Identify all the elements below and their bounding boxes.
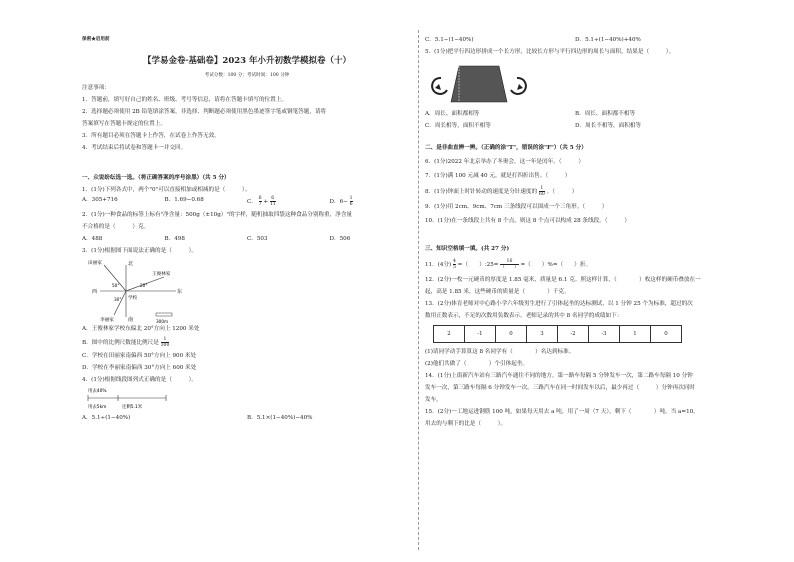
- section2-heading: 二、是非曲直辨一辨。（正确的涂"T"，错误的涂"F"）（共 5 分）: [425, 145, 587, 151]
- q3-option-a: A．王俊林家学校东偏北 20°方向上 1200 米处: [82, 326, 200, 332]
- direction-map: [86, 257, 206, 325]
- q5-option-c: C．周长相等，面积不相等: [425, 123, 491, 129]
- q2-line2: 不合格的是（ ）克。: [82, 224, 150, 230]
- right-column: [425, 30, 725, 428]
- parallelogram-shape: [451, 66, 507, 102]
- score-cell: -3: [589, 326, 620, 343]
- q5-text: 5．(1分)把平行四边形拼成一个长方形，比较长方形与平行四边形的周长与面积，结果是（ ）。: [425, 49, 675, 55]
- q3-text: 3．(1分)根据图下面说法正确的是（ ）。: [82, 248, 197, 254]
- map-angle2: 20°: [140, 283, 148, 288]
- map-scale: 300m: [156, 319, 169, 324]
- q2-option-b: B．498: [164, 236, 185, 242]
- q1-text: 1．(1分)下列各式中，两个"0"可以直接相加或相减的是（ ）。: [82, 187, 251, 193]
- left-column: [82, 30, 412, 422]
- q4-options: [82, 414, 412, 422]
- exam-info: 考试分数：100 分；考试时间：100 分钟: [204, 73, 290, 78]
- q10-text: 10．(1分)在一条线段上共有 8 个点，则这 8 个点可以构成 28 条线段。（ ）: [425, 218, 630, 224]
- map-tian: 田丽家: [88, 261, 102, 266]
- score-cell: -2: [558, 326, 589, 343]
- q4-option-a: A．5.1÷(1−40%): [82, 415, 131, 421]
- score-cell: -1: [465, 326, 496, 343]
- note-item: 3．所有题目必须在答题卡上作答，在试卷上作答无效。: [82, 133, 220, 139]
- q4-text: 4．(1分)根据线段图列式正确的是（ ）。: [82, 377, 197, 383]
- map-li: 李丽家: [100, 318, 114, 323]
- q12-line1: 12．(2分)一枚一元硬币的厚度是 1.85 毫米，质量是 6.1 克。照这样计算，（ ）枚这样的硬币叠放在一: [425, 277, 701, 283]
- page-title: 【学易金卷·基础卷】2023 年小升初数学模拟卷（十）: [142, 56, 352, 66]
- q2-option-c: C．503: [247, 236, 268, 242]
- segment-used: 用去40%: [88, 389, 107, 394]
- q4-option-c: C．5.1−(1−40%): [425, 37, 474, 43]
- q13-line1: 13．(2分)体育老师对中心路小学六年级男生进行了引体起坐的达标测试，以 1 分钟 25 个为标准，超过的次: [425, 301, 693, 307]
- q7-text: 7．(1分)满 100 元减 40 元，就是打四折出售。（ ）: [425, 173, 571, 179]
- q1-option-b: B．1.69−0.68: [164, 197, 204, 203]
- map-school: 学校: [128, 296, 138, 301]
- section3-heading: 三、知识空格填一填。(共 27 分): [425, 246, 510, 252]
- score-cell: 0: [651, 326, 682, 343]
- q1-option-c: C． $\frac{6}{7}$ + $\frac{6}{11}$: [247, 196, 276, 207]
- notes-heading: 注意事项：: [82, 85, 110, 91]
- q4-option-b: B．5.1×(1−40%)−40%: [247, 415, 313, 421]
- q4-option-d: D．5.1÷(1−40%)+40%: [575, 37, 641, 43]
- q15-line1: 15．(2分)一工地运进钢筋 100 吨，如果每天用去 a 吨，用了一周（7 天），剩下（ ）吨。当 a=10，: [425, 409, 699, 415]
- score-cell: 0: [496, 326, 527, 343]
- q5-option-b: B．周长、面积都不相等: [575, 111, 636, 117]
- q5-option-a: A．周长、面积都相等: [425, 111, 480, 117]
- q4-options-cont: [425, 36, 725, 44]
- q14-line3: 发车。: [425, 397, 442, 403]
- score-cell: 3: [527, 326, 558, 343]
- parallelogram-figure: [429, 60, 529, 108]
- q6-text: 6．(1分)2022 年北京举办了冬奥会，这一年是闰年。（ ）: [425, 159, 584, 165]
- q2-line1: 2．(1分)一种食品的标签上标有"净含量：500g（±10g）"的字样，随机抽取四袋这种食品分别称重，净含量: [82, 212, 353, 218]
- q13-line4: (2)他们共做了（ ）个引体起坐。: [425, 361, 529, 367]
- note-item: 答案填写在答题卡规定的位置上。: [82, 121, 166, 127]
- q3-option-b: B．图中的比例尺数能比例尺是 $\frac{1}{300}$: [82, 337, 170, 348]
- q15-line2: 用去的与剩下的比是（ ）。: [425, 421, 507, 427]
- q12-line2: 起，高是 1.85 米，这些硬币的质量是（ ）千克。: [425, 289, 570, 295]
- q3-option-c: C．学校在田丽家南偏西 50°方向上 900 米处: [82, 353, 197, 359]
- column-divider: [418, 30, 419, 550]
- map-wang: 王俊林家: [152, 272, 171, 277]
- map-west: 西: [92, 289, 98, 295]
- segment-remain: 还剩5.1米: [122, 405, 143, 410]
- note-item: 2．选择题必须使用 2B 铅笔填涂答案，非选择、判断题必须使用黑色墨迹签字笔或钢笔答题，请将: [82, 109, 327, 115]
- score-cell: 2: [434, 326, 465, 343]
- map-north: 北: [128, 261, 134, 267]
- score-table: [433, 325, 682, 343]
- map-angle3: 30°: [114, 297, 122, 302]
- q1-option-d: D．6− $\frac{1}{6}$: [329, 196, 353, 207]
- map-scale-bar: [156, 313, 172, 316]
- note-item: 4．考试结束后将试卷和答题卡一并交回。: [82, 145, 187, 151]
- section1-heading: 一、众说纷纭选一选。（将正确答案的序号涂黑）（共 5 分）: [82, 175, 230, 181]
- q1-options: [82, 196, 412, 207]
- q2-option-d: D．506: [329, 236, 351, 242]
- map-angle1: 50°: [112, 283, 120, 288]
- segment-diagram: [86, 386, 186, 412]
- q1-option-a: A．305+716: [82, 197, 118, 203]
- map-east: 东: [177, 289, 183, 295]
- score-cell: 1: [620, 326, 651, 343]
- q2-options: [82, 235, 412, 243]
- q14-line1: 14．(1分)上街新汽车站有三路汽车通往不同的地方。第一路车每隔 5 分钟发车一次，第二路车每隔 10 分钟: [425, 373, 693, 379]
- segment-used-km: 用去5km: [88, 405, 107, 410]
- q13-line3: (1)请同学动手算算这 8 名同学有（ ）名达到标准。: [425, 349, 575, 355]
- q5-options-cd: [425, 122, 725, 130]
- q2-option-a: A．488: [82, 236, 103, 242]
- q3-option-d: D．学校在李丽家南偏西 30°方向上 600 米处: [82, 365, 197, 371]
- q8-text: 8．(1分)钟面上时针转动的速度是分针速度的 $\frac{1}{60}$ 。（ ）: [425, 186, 578, 197]
- note-item: 1．答题前，填写好自己的姓名、班级、考号等信息，请将在答题卡填写的位置上。: [82, 97, 287, 103]
- q5-option-d: D．周长不相等，面积相等: [575, 123, 642, 129]
- q11-text: 11．(4分) $\frac{4}{5}$ =（ ）:25= $\frac{16}{( )}$ =（ ）%=（ ）折。: [425, 259, 592, 270]
- q5-options-ab: [425, 110, 725, 118]
- secret-mark: 保密★启用前: [82, 37, 110, 42]
- map-south: 南: [128, 317, 134, 323]
- q9-text: 9．(1分)用 2cm、9cm、7cm 三条线段可以围成一个三角形。（ ）: [425, 204, 608, 210]
- q14-line2: 发车一次，第三路车每隔 6 分钟发车一次。三路汽车在同一时间发车以后，最少再过（ ）分钟再次同时: [425, 385, 696, 391]
- q13-line2: 数用正数表示，不足的次数用负数表示。老师记录的其中 8 名同学的成绩如下：: [425, 313, 623, 319]
